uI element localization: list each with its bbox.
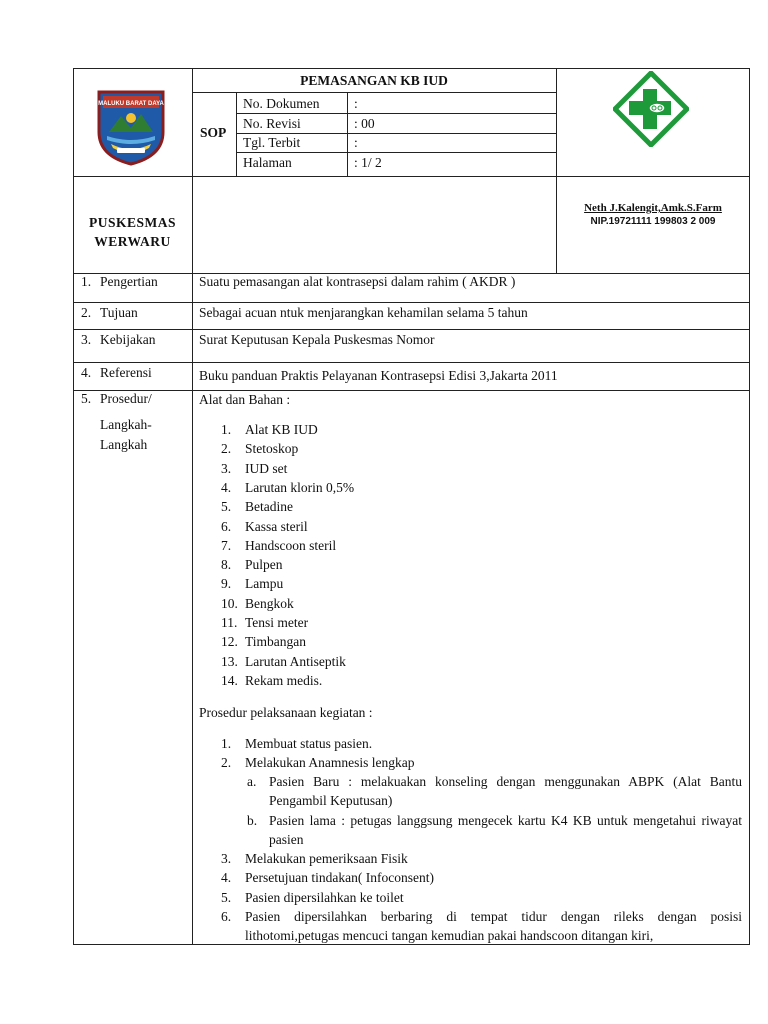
step-1-num: 1. xyxy=(221,736,232,751)
step-2b-num: b. xyxy=(247,813,258,828)
meta-value-terbit: : xyxy=(354,135,358,150)
tool-item-num: 13. xyxy=(221,654,238,669)
svg-text:MALUKU BARAT DAYA: MALUKU BARAT DAYA xyxy=(98,101,164,107)
row-line-3 xyxy=(73,362,750,363)
row-line-4 xyxy=(73,390,750,391)
row-num-1: 1. xyxy=(81,274,92,289)
tool-item-num: 11. xyxy=(221,615,238,630)
row-label-prosedur: Prosedur/ xyxy=(100,391,152,406)
step-4-text: Persetujuan tindakan( Infoconsent) xyxy=(245,870,434,885)
meta-label-revisi: No. Revisi xyxy=(243,116,301,131)
tool-item-num: 1. xyxy=(221,422,232,437)
sop-divider xyxy=(236,92,237,176)
col-divider-right xyxy=(556,68,557,273)
step-2a-num: a. xyxy=(247,774,257,789)
row-line-2 xyxy=(73,329,750,330)
tool-item-num: 8. xyxy=(221,557,232,572)
tool-item-text: Stetoskop xyxy=(245,441,299,456)
meta-value-halaman: : 1/ 2 xyxy=(354,155,382,170)
sop-document xyxy=(73,68,750,945)
tools-heading: Alat dan Bahan : xyxy=(199,392,291,407)
meta-value-dokumen: : xyxy=(354,96,358,111)
meta-label-terbit: Tgl. Terbit xyxy=(243,135,301,150)
step-4-num: 4. xyxy=(221,870,232,885)
title-bottom-line xyxy=(192,92,556,93)
puskesmas-logo-icon xyxy=(613,71,689,147)
step-1-text: Membuat status pasien. xyxy=(245,736,373,751)
step-5-num: 5. xyxy=(221,890,232,905)
col-divider xyxy=(192,68,193,945)
row-content-referensi: Buku panduan Praktis Pelayanan Kontrasepsi Edisi 3,Jakarta 2011 xyxy=(199,368,558,383)
border-left xyxy=(73,68,74,945)
meta-divider xyxy=(347,92,348,176)
step-5-text: Pasien dipersilahkan ke toilet xyxy=(245,890,404,905)
tool-item-num: 7. xyxy=(221,538,232,553)
step-6-num: 6. xyxy=(221,909,232,924)
row-num-4: 4. xyxy=(81,365,92,380)
meta-label-halaman: Halaman xyxy=(243,155,292,170)
tool-item-text: Bengkok xyxy=(245,596,294,611)
row-content-kebijakan: Surat Keputusan Kepala Puskesmas Nomor xyxy=(199,332,435,347)
step-2a-text: Pasien Baru : melakuakan konseling dengan menggunakan ABPK (Alat Bantu Pengambil Keputusan) xyxy=(269,774,742,808)
row-num-2: 2. xyxy=(81,305,92,320)
tool-item-num: 4. xyxy=(221,480,232,495)
step-2-num: 2. xyxy=(221,755,232,770)
steps-heading: Prosedur pelaksanaan kegiatan : xyxy=(199,705,373,720)
step-3-num: 3. xyxy=(221,851,232,866)
row-content-pengertian: Suatu pemasangan alat kontrasepsi dalam rahim ( AKDR ) xyxy=(199,274,516,289)
tool-item-num: 12. xyxy=(221,634,238,649)
health-logo xyxy=(613,71,689,147)
document-title: PEMASANGAN KB IUD xyxy=(300,73,448,88)
row-content-tujuan: Sebagai acuan ntuk menjarangkan kehamilan selama 5 tahun xyxy=(199,305,528,320)
border-top xyxy=(73,68,750,69)
row-num-5: 5. xyxy=(81,391,92,406)
tool-item-text: Pulpen xyxy=(245,557,283,572)
meta-line-1 xyxy=(236,113,556,114)
tool-item-text: Lampu xyxy=(245,576,284,591)
emblem-icon xyxy=(95,86,167,166)
tool-item-num: 6. xyxy=(221,519,232,534)
tool-item-text: Betadine xyxy=(245,499,293,514)
row-label-tujuan: Tujuan xyxy=(100,305,138,320)
tool-item-num: 2. xyxy=(221,441,232,456)
header-bottom-line xyxy=(73,176,750,177)
tool-item-text: Timbangan xyxy=(245,634,307,649)
tool-item-text: Handscoon steril xyxy=(245,538,337,553)
meta-line-3 xyxy=(236,152,556,153)
tool-item-text: Larutan Antiseptik xyxy=(245,654,346,669)
tool-item-text: Tensi meter xyxy=(245,615,309,630)
tool-item-text: Alat KB IUD xyxy=(245,422,318,437)
row-label-kebijakan: Kebijakan xyxy=(100,332,156,347)
step-3-text: Melakukan pemeriksaan Fisik xyxy=(245,851,408,866)
meta-label-dokumen: No. Dokumen xyxy=(243,96,320,111)
row-label-langkah1: Langkah- xyxy=(100,417,152,432)
step-6-text: Pasien dipersilahkan berbaring di tempat tidur dengan rileks dengan posisi lithotomi,petugas mencuci tangan kemudian pakai handscoon ditangan kiri, xyxy=(245,909,742,943)
tool-item-num: 14. xyxy=(221,673,238,688)
step-2-text: Melakukan Anamnesis lengkap xyxy=(245,755,415,770)
tool-item-num: 9. xyxy=(221,576,232,591)
org-name-line1: PUSKESMAS xyxy=(88,215,177,230)
regency-emblem xyxy=(95,86,167,166)
row-label-langkah2: Langkah xyxy=(100,437,148,452)
tool-item-text: IUD set xyxy=(245,461,288,476)
tool-item-text: Rekam medis. xyxy=(245,673,323,688)
sop-label: SOP xyxy=(200,125,227,140)
signer-nip: NIP.19721111 199803 2 009 xyxy=(590,216,716,227)
tool-item-num: 3. xyxy=(221,461,232,476)
tool-item-num: 10. xyxy=(221,596,238,611)
step-2b-text: Pasien lama : petugas langgsung mengecek kartu K4 KB untuk mengetahui riwayat pasien xyxy=(269,813,742,847)
tool-item-text: Larutan klorin 0,5% xyxy=(245,480,355,495)
meta-line-2 xyxy=(236,133,556,134)
row-label-pengertian: Pengertian xyxy=(100,274,158,289)
org-name-line2: WERWARU xyxy=(94,234,171,249)
tool-item-num: 5. xyxy=(221,499,232,514)
row-label-referensi: Referensi xyxy=(100,365,152,380)
row-line-1 xyxy=(73,302,750,303)
signer-name: Neth J.Kalengit,Amk.S.Farm xyxy=(584,202,722,214)
tool-item-text: Kassa steril xyxy=(245,519,308,534)
row-num-3: 3. xyxy=(81,332,92,347)
meta-value-revisi: : 00 xyxy=(354,116,375,131)
